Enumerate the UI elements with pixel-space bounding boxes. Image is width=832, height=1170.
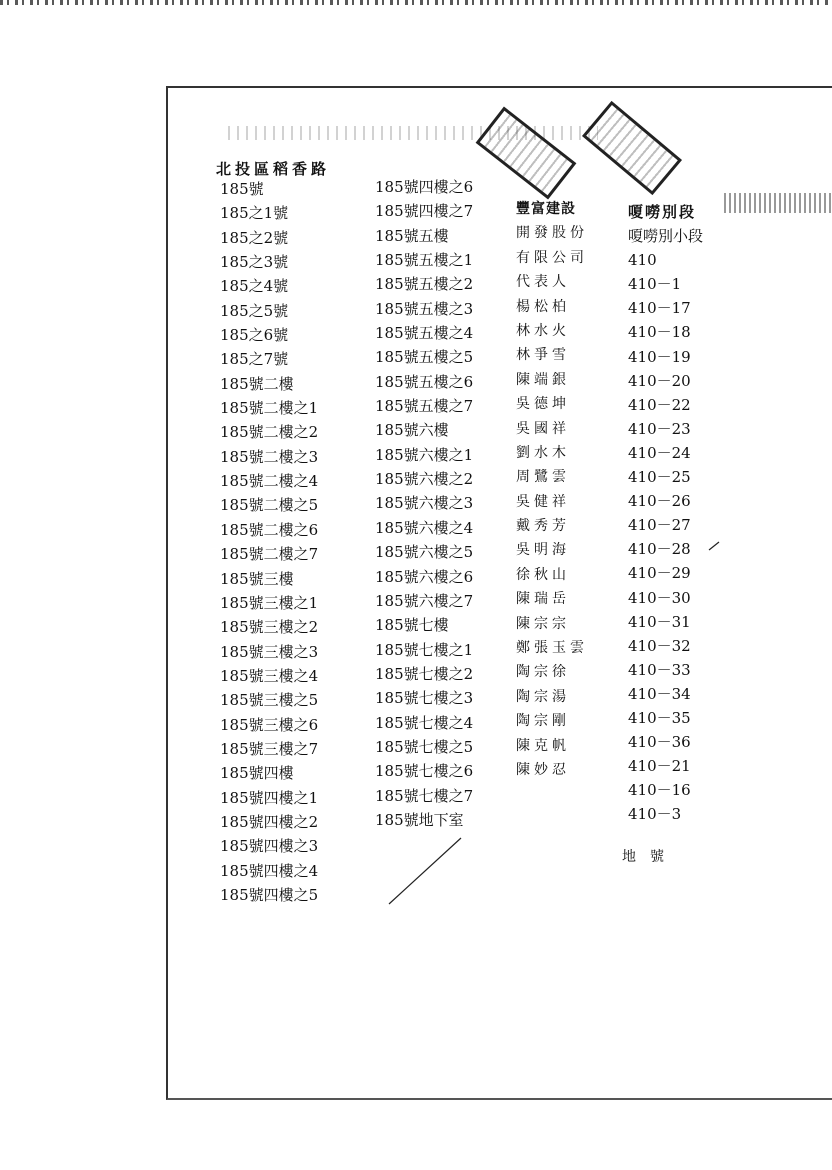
address-entry: 185號四樓之4 (220, 861, 319, 880)
address-entry: 185號五樓 (375, 226, 449, 245)
land-lot-entry: 410－30 (628, 588, 691, 607)
address-entry: 185號三樓之7 (220, 739, 319, 758)
address-entry: 185號六樓之7 (375, 591, 474, 610)
owner-entry: 吳健祥 (516, 493, 570, 510)
land-lot-entry: 410－26 (628, 492, 691, 511)
address-entry: 185號三樓之6 (220, 715, 319, 734)
address-entry: 185號四樓之2 (220, 812, 319, 831)
land-lot-entry: 410－36 (628, 733, 691, 752)
owner-entry: 代表人 (516, 274, 570, 291)
address-entry: 185號五樓之7 (375, 397, 474, 416)
land-lot-entry: 410－17 (628, 299, 691, 318)
address-entry: 185號五樓之1 (375, 251, 474, 270)
owner-entry: 陳克帆 (516, 737, 570, 754)
owner-entry: 林爭雪 (516, 347, 570, 364)
address-entry: 185號 (220, 180, 264, 198)
land-lot-entry: 410－19 (628, 347, 691, 366)
address-entry: 185號二樓之7 (220, 545, 319, 564)
land-lot-entry: 410－24 (628, 443, 691, 462)
land-lot-entry: 410－16 (628, 781, 691, 800)
land-lot-entry: 410－29 (628, 564, 691, 583)
district-road-heading: 北投區稻香路 (216, 160, 331, 178)
address-entry: 185之2號 (220, 228, 289, 247)
owner-entry: 戴秀芳 (516, 518, 570, 535)
owner-entry: 周鷺雲 (516, 469, 570, 486)
owner-column (516, 197, 588, 782)
address-entry: 185號四樓之1 (220, 788, 319, 807)
address-entry: 185號四樓之7 (375, 202, 474, 221)
owner-entry: 林水火 (516, 322, 570, 339)
land-lot-column (628, 200, 703, 826)
land-lot-entry: 410－31 (628, 612, 691, 631)
address-entry: 185號二樓之3 (220, 447, 319, 466)
address-entry: 185號四樓之3 (220, 837, 319, 856)
land-lot-entry: 410－20 (628, 371, 691, 390)
owner-entry: 吳國祥 (516, 420, 570, 437)
land-lot-entry: 410－32 (628, 636, 691, 655)
owner-entry: 鄭張玉雲 (516, 640, 588, 657)
address-entry: 185號五樓之5 (375, 348, 474, 367)
address-entry: 185號六樓之3 (375, 494, 474, 513)
land-lot-entry: 410－33 (628, 660, 691, 679)
address-entry: 185號六樓 (375, 421, 449, 440)
address-entry: 185號五樓之6 (375, 372, 474, 391)
owner-entry: 劉水木 (516, 444, 570, 461)
address-entry: 185號二樓之1 (220, 399, 319, 418)
address-entry: 185號六樓之2 (375, 470, 474, 489)
owner-entry: 吳明海 (516, 542, 570, 559)
address-entry: 185號二樓之4 (220, 472, 319, 491)
address-entry: 185號六樓之4 (375, 518, 474, 537)
address-entry: 185號四樓 (220, 764, 294, 783)
address-entry: 185號七樓之1 (375, 640, 474, 659)
address-entry: 185號七樓之5 (375, 737, 474, 756)
owner-entry: 陳瑞岳 (516, 591, 570, 608)
owner-entry: 陳宗宗 (516, 615, 570, 632)
address-entry: 185號三樓 (220, 569, 294, 588)
owner-entry: 陶宗湯 (516, 688, 570, 705)
owner-entry: 陶宗剛 (516, 713, 570, 730)
address-column-2 (375, 175, 473, 832)
address-entry: 185號七樓 (375, 616, 449, 635)
owner-entry: 楊松柏 (516, 298, 570, 315)
owner-entry: 開發股份 (516, 225, 588, 242)
address-entry: 185之5號 (220, 301, 289, 320)
land-lot-entry: 410－23 (628, 419, 691, 438)
scan-top-noise (0, 0, 832, 5)
address-entry: 185號五樓之4 (375, 324, 474, 343)
address-entry: 185號六樓之6 (375, 567, 474, 586)
land-lot-entry: 410 (628, 251, 657, 270)
address-entry: 185號七樓之2 (375, 664, 474, 683)
address-entry: 185號四樓之6 (375, 178, 474, 196)
address-entry: 185號二樓之6 (220, 520, 319, 539)
address-entry: 185號地下室 (375, 810, 464, 829)
address-entry: 185號三樓之2 (220, 618, 319, 637)
margin-scribble (724, 193, 832, 213)
owner-entry: 徐秋山 (516, 566, 570, 583)
address-entry: 185之4號 (220, 277, 289, 296)
address-entry: 185號五樓之3 (375, 299, 474, 318)
land-lot-entry: 410－18 (628, 323, 691, 342)
address-entry: 185號三樓之4 (220, 666, 319, 685)
address-entry: 185之1號 (220, 204, 289, 223)
land-section-header: 嗄嘮別段 (628, 203, 697, 221)
land-lot-entry: 410－25 (628, 468, 691, 487)
address-entry: 185號七樓之7 (375, 786, 474, 805)
address-entry: 185之6號 (220, 326, 289, 345)
address-entry: 185號二樓 (220, 374, 294, 393)
land-number-label: 地號 (622, 849, 678, 865)
land-lot-entry: 410－27 (628, 516, 691, 535)
land-lot-entry: 410－35 (628, 708, 691, 727)
owner-entry: 有限公司 (516, 249, 588, 266)
owner-entry: 吳德坤 (516, 396, 570, 413)
owner-entry: 陶宗徐 (516, 664, 570, 681)
land-lot-entry: 410－1 (628, 275, 682, 294)
pen-tick-mark (707, 540, 721, 552)
owner-entry: 陳端銀 (516, 371, 570, 388)
address-entry: 185號七樓之3 (375, 689, 474, 708)
land-lot-entry: 410－3 (628, 805, 682, 824)
address-entry: 185號四樓之5 (220, 885, 319, 904)
diagonal-pen-stroke (385, 836, 465, 908)
address-entry: 185號三樓之5 (220, 691, 319, 710)
address-entry: 185號六樓之1 (375, 445, 474, 464)
land-lot-entry: 410－28 (628, 540, 691, 559)
land-lot-entry: 410－34 (628, 684, 691, 703)
address-entry: 185之3號 (220, 253, 289, 272)
owner-entry: 陳妙忍 (516, 761, 570, 778)
address-entry: 185號二樓之5 (220, 496, 319, 515)
land-lot-entry: 410－22 (628, 395, 691, 414)
address-entry: 185號六樓之5 (375, 543, 474, 562)
address-entry: 185號三樓之3 (220, 642, 319, 661)
address-entry: 185之7號 (220, 350, 289, 369)
address-column-1 (220, 177, 318, 907)
address-entry: 185號二樓之2 (220, 423, 319, 442)
address-entry: 185號五樓之2 (375, 275, 474, 294)
land-lot-entry: 嗄嘮別小段 (628, 227, 704, 246)
address-entry: 185號三樓之1 (220, 593, 319, 612)
land-lot-entry: 410－21 (628, 757, 691, 776)
address-entry: 185號七樓之6 (375, 762, 474, 781)
address-entry: 185號七樓之4 (375, 713, 474, 732)
owner-column-header: 豐富建設 (516, 201, 576, 217)
